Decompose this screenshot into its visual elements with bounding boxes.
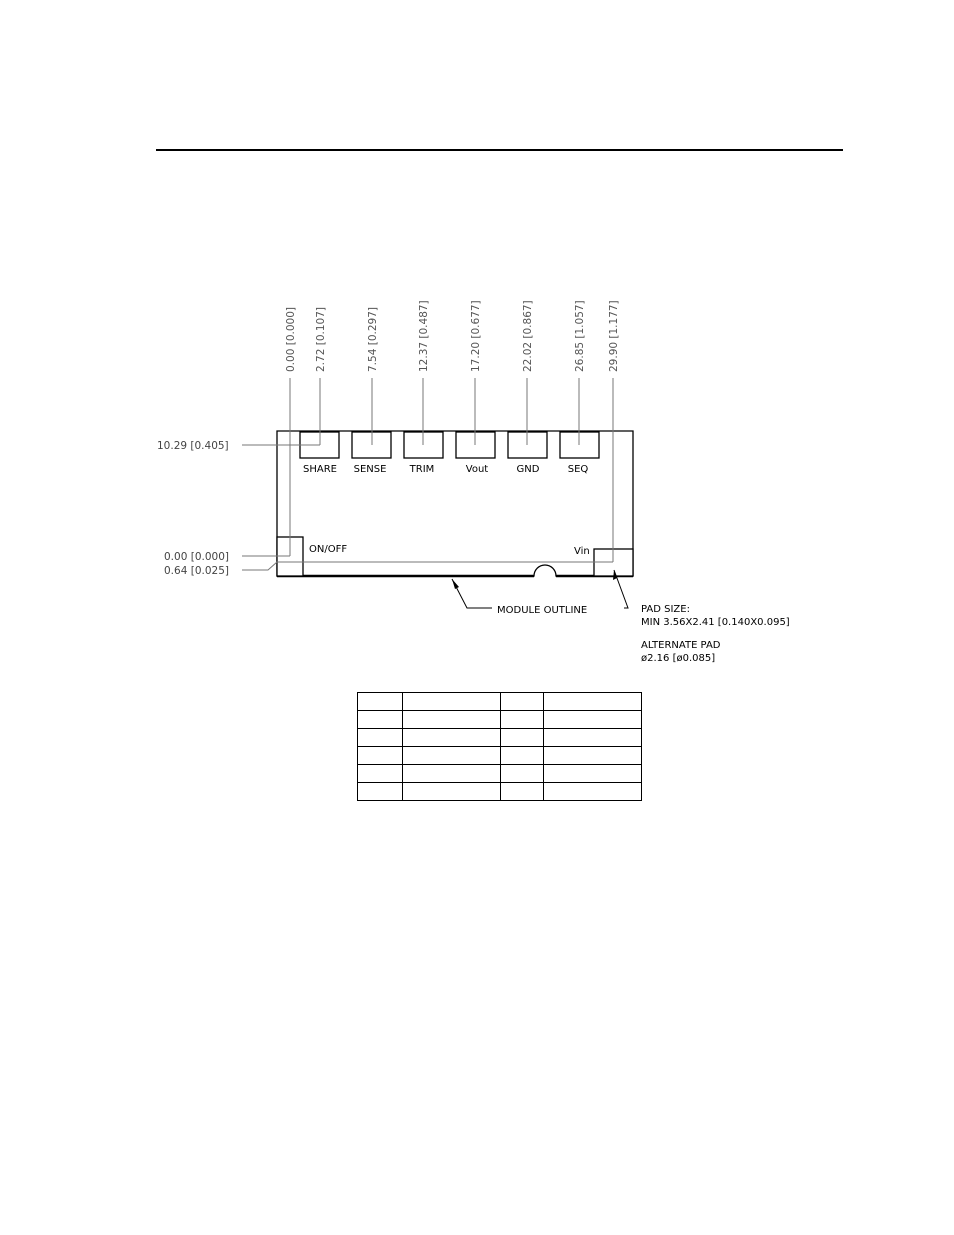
table-cell (403, 711, 501, 729)
table-cell (544, 711, 642, 729)
table-cell (358, 747, 403, 765)
table-cell (358, 765, 403, 783)
table-cell (501, 765, 544, 783)
table-cell (403, 765, 501, 783)
table-row (358, 729, 642, 747)
table-cell (544, 693, 642, 711)
table-row (358, 747, 642, 765)
table-cell (501, 693, 544, 711)
module-outline-label: MODULE OUTLINE (497, 605, 588, 616)
pin-label-trim: TRIM (409, 464, 435, 475)
table-cell (501, 783, 544, 801)
table-cell (501, 711, 544, 729)
pin-label-share: SHARE (303, 464, 337, 475)
module-outline-leader (452, 579, 587, 616)
table-cell (544, 729, 642, 747)
alternate-pad-title: ALTERNATE PAD (641, 640, 721, 651)
pin-label-gnd: GND (516, 464, 540, 475)
table-row (358, 783, 642, 801)
pin-label-vout: Vout (465, 464, 489, 475)
dim-top-row: 10.29 [0.405] (157, 440, 229, 452)
pin-label-seq: SEQ (567, 464, 589, 475)
table-row (358, 765, 642, 783)
dim-sense: 7.54 [0.297] (367, 307, 379, 372)
table-cell (403, 783, 501, 801)
table-cell (358, 729, 403, 747)
table-cell (501, 747, 544, 765)
table-cell (403, 729, 501, 747)
dim-share: 2.72 [0.107] (315, 307, 327, 372)
table-cell (358, 693, 403, 711)
table-cell (403, 747, 501, 765)
dim-seq: 26.85 [1.057] (574, 300, 586, 372)
table-cell (501, 729, 544, 747)
pad-size-value: MIN 3.56X2.41 [0.140X0.095] (641, 617, 790, 628)
left-dimension-labels (157, 440, 229, 577)
dim-vout: 17.20 [0.677] (470, 300, 482, 372)
table-row (358, 711, 642, 729)
pin-labels (303, 464, 590, 557)
dim-onoff: 0.00 [0.000] (285, 307, 297, 372)
table-row (358, 693, 642, 711)
table-cell (544, 783, 642, 801)
top-dimension-labels (285, 300, 620, 372)
table-cell (544, 747, 642, 765)
dim-bottom-row: 0.00 [0.000] (164, 551, 229, 563)
dim-trim: 12.37 [0.487] (418, 300, 430, 372)
pin-label-sense: SENSE (353, 464, 387, 475)
pad-size-title: PAD SIZE: (641, 604, 690, 615)
alternate-pad-value: ø2.16 [ø0.085] (641, 653, 716, 664)
pad-size-leader (613, 570, 790, 664)
table-cell (358, 783, 403, 801)
table-cell (544, 765, 642, 783)
dim-gnd: 22.02 [0.867] (522, 300, 534, 372)
dim-vin: 29.90 [1.177] (608, 300, 620, 372)
dim-offset: 0.64 [0.025] (164, 565, 229, 577)
table-cell (403, 693, 501, 711)
vertical-extension-lines (290, 378, 613, 562)
pin-table (357, 692, 642, 801)
table-cell (358, 711, 403, 729)
pin-label-onoff: ON/OFF (309, 544, 348, 555)
pin-label-vin: Vin (574, 546, 590, 557)
